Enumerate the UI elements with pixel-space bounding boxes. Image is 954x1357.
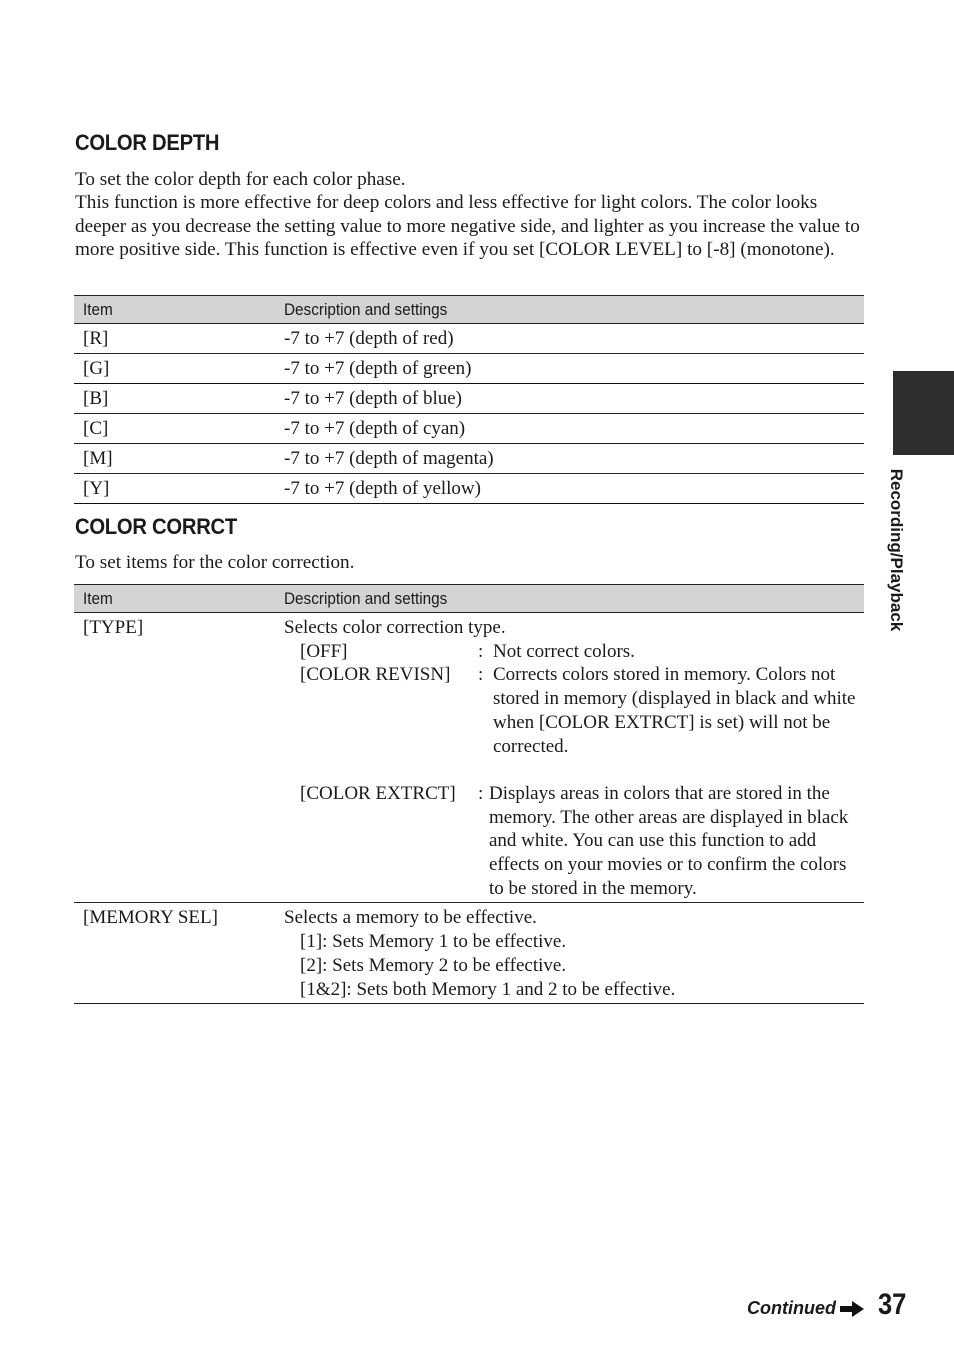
table-row-type xyxy=(74,613,864,903)
color-depth-body: This function is more effective for deep colors and less effective for light colors. The color looks deeper as you decrease the setting value to more negative side, and lighter as you increase the value to more positive side. This function is effective even if you set [COLOR LEVEL] to [-8] (monotone). xyxy=(75,192,860,261)
continued-label: Continued xyxy=(747,1298,836,1318)
description-cell: -7 to +7 (depth of cyan) xyxy=(275,414,864,444)
table-row xyxy=(74,444,864,474)
option-separator: : xyxy=(478,782,484,804)
color-corrct-intro: To set items for the color correction. xyxy=(75,552,355,573)
description-cell: -7 to +7 (depth of green) xyxy=(275,354,864,384)
section-title-color-depth: COLOR DEPTH xyxy=(75,130,220,155)
description-cell xyxy=(275,613,864,903)
column-header-description: Description and settings xyxy=(275,585,864,613)
table-row xyxy=(74,414,864,444)
option-value: Corrects colors stored in memory. Colors not stored in memory (displayed in black and white when [COLOR EXTRCT] is set) will not be corrected. xyxy=(493,664,856,757)
column-header-item: Item xyxy=(74,585,275,613)
color-depth-intro: To set the color depth for each color phase. xyxy=(75,169,406,190)
item-cell: [MEMORY SEL] xyxy=(74,903,275,1004)
page-number: 37 xyxy=(878,1288,907,1321)
option-color-revisn xyxy=(284,663,864,758)
table-row xyxy=(74,354,864,384)
description-text: Selects color correction type. xyxy=(284,617,506,638)
description-text: Selects a memory to be effective. xyxy=(284,907,537,929)
column-header-description: Description and settings xyxy=(275,296,864,324)
item-cell: [R] xyxy=(74,324,275,354)
description-cell: -7 to +7 (depth of blue) xyxy=(275,384,864,414)
item-cell: [TYPE] xyxy=(74,613,275,903)
table-row xyxy=(74,384,864,414)
option-value: Not correct colors. xyxy=(493,640,635,662)
item-cell: [Y] xyxy=(74,474,275,504)
table-row-memory-sel xyxy=(74,903,864,1004)
option-off xyxy=(284,640,864,664)
color-depth-table xyxy=(74,295,864,504)
option-separator: : xyxy=(478,664,484,686)
section-title-color-corrct: COLOR CORRCT xyxy=(75,514,237,539)
table-row xyxy=(74,474,864,504)
memory-option-2: [2]: Sets Memory 2 to be effective. xyxy=(300,954,567,976)
description-cell: -7 to +7 (depth of red) xyxy=(275,324,864,354)
item-cell: [C] xyxy=(74,414,275,444)
column-header-item: Item xyxy=(74,296,275,324)
option-key: [OFF] xyxy=(300,640,348,662)
memory-option-1: [1]: Sets Memory 1 to be effective. xyxy=(300,931,567,953)
option-value: Displays areas in colors that are stored in the memory. The other areas are displayed in black and white. You can use this function to add effects on your movies or to confirm the colors to be stored in the memory. xyxy=(489,782,849,899)
right-arrow-icon xyxy=(840,1300,864,1318)
chapter-tab xyxy=(893,371,954,455)
table-row xyxy=(74,324,864,354)
option-separator: : xyxy=(478,640,484,662)
description-cell xyxy=(275,903,864,1004)
memory-option-1-and-2: [1&2]: Sets both Memory 1 and 2 to be effective. xyxy=(300,978,676,1000)
description-cell: -7 to +7 (depth of yellow) xyxy=(275,474,864,504)
item-cell: [B] xyxy=(74,384,275,414)
table-header-row xyxy=(74,296,864,324)
color-corrct-table xyxy=(74,584,864,1004)
item-cell: [M] xyxy=(74,444,275,474)
item-cell: [G] xyxy=(74,354,275,384)
table-header-row xyxy=(74,585,864,613)
option-key: [COLOR REVISN] xyxy=(300,664,451,686)
description-cell: -7 to +7 (depth of magenta) xyxy=(275,444,864,474)
option-key: [COLOR EXTRCT] xyxy=(300,782,456,804)
option-color-extrct xyxy=(284,782,864,901)
chapter-tab-label: Recording/Playback xyxy=(887,468,906,632)
